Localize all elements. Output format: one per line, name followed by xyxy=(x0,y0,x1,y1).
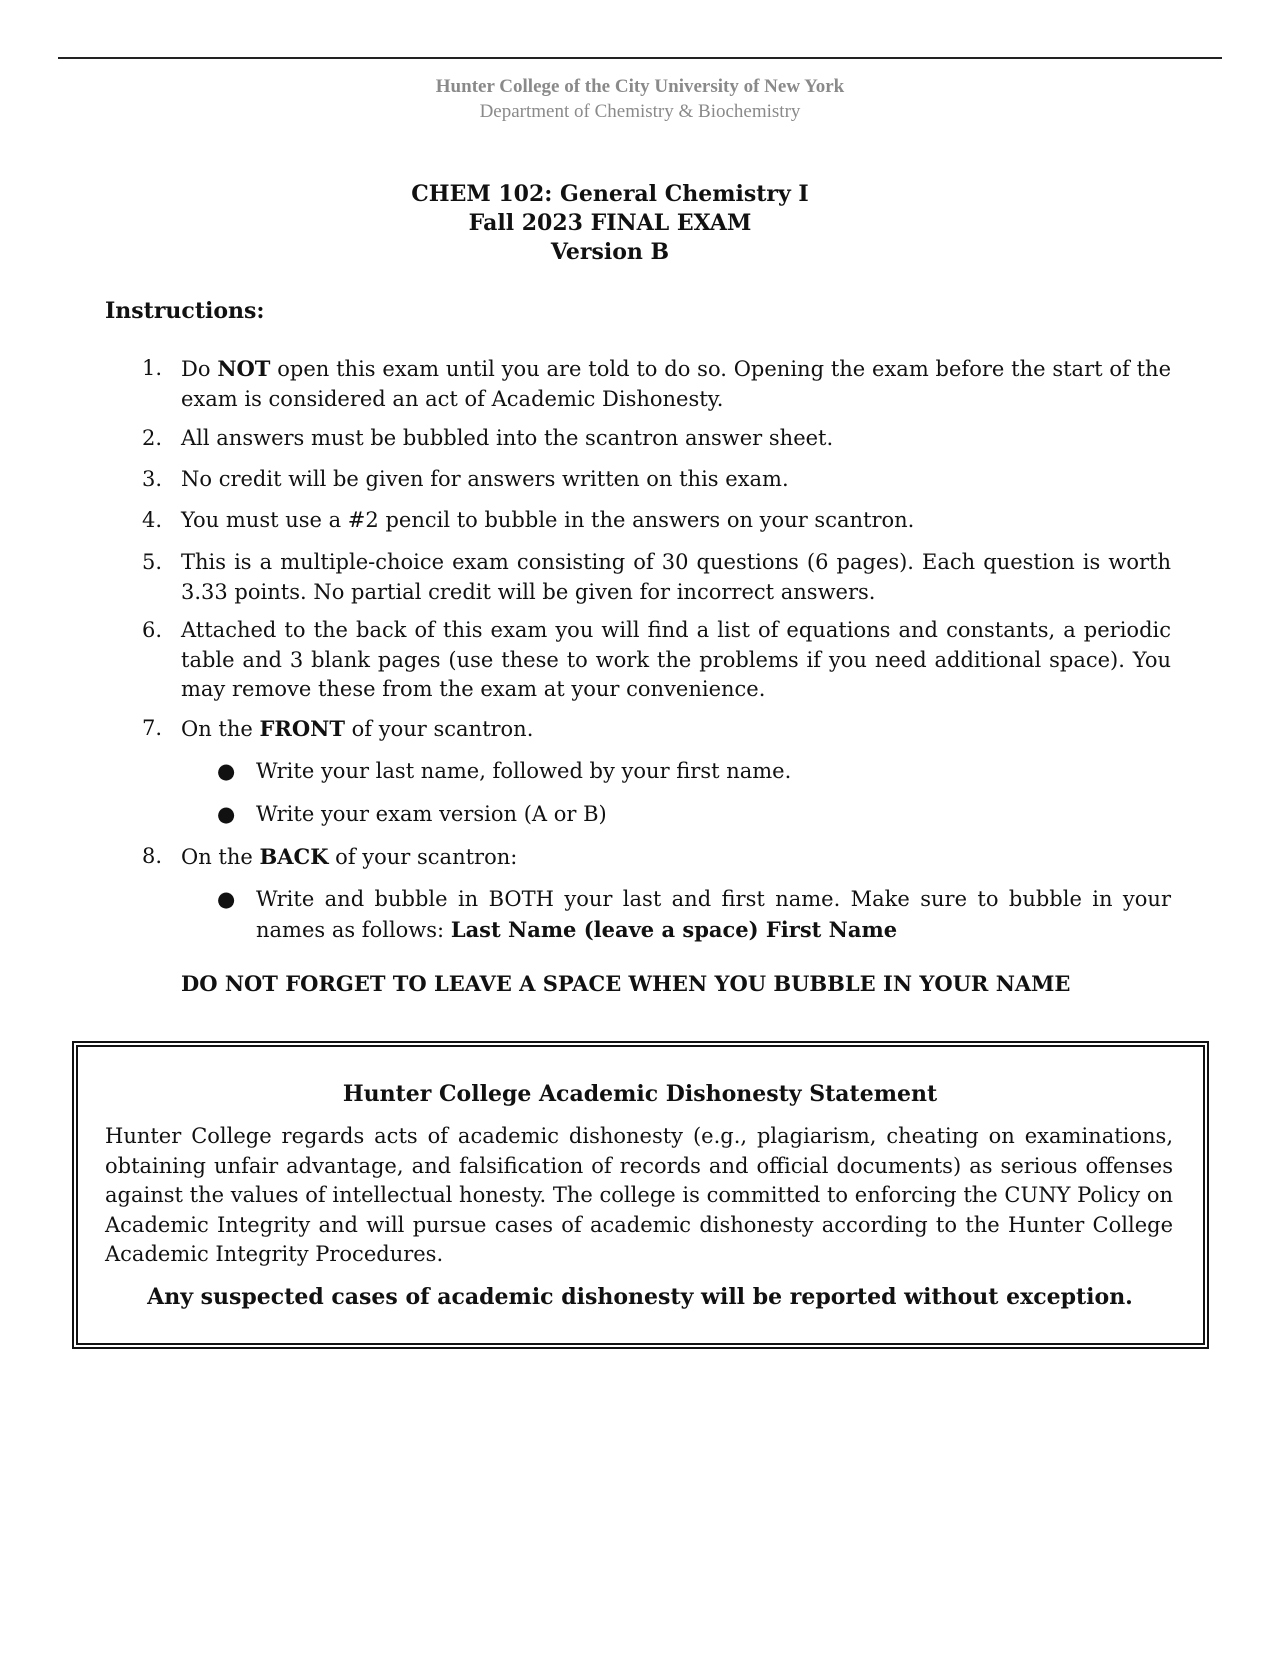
bullet-icon: ● xyxy=(217,759,236,783)
bullet-icon: ● xyxy=(217,887,236,911)
bullet-icon: ● xyxy=(217,802,236,826)
space-warning: DO NOT FORGET TO LEAVE A SPACE WHEN YOU BUBBLE IN YOUR NAME xyxy=(181,971,1071,996)
item-number: 2. xyxy=(142,426,163,450)
item-text: No credit will be given for answers written on this exam. xyxy=(181,467,789,491)
item-number: 1. xyxy=(142,356,163,380)
item-text: On the BACK of your scantron: xyxy=(181,844,518,869)
bullet-text: Write your exam version (A or B) xyxy=(256,802,607,826)
statement-title: Hunter College Academic Dishonesty Statement xyxy=(342,1081,938,1107)
item-text: This is a multiple-choice exam consisting of 30 questions (6 pages). Each question is worth 3.33 points. No partial credit will be given for incorrect answers. xyxy=(181,550,1171,604)
item-text: Attached to the back of this exam you will find a list of equations and constants, a periodic table and 3 blank pages (use these to work the problems if you need additional space). You may remove these from the exam at your convenience. xyxy=(181,618,1171,701)
exam-version: Version B xyxy=(550,239,670,265)
statement-warning: Any suspected cases of academic dishonesty will be reported without exception. xyxy=(147,1284,1133,1310)
item-number: 3. xyxy=(142,467,163,491)
statement-body: Hunter College regards acts of academic dishonesty (e.g., plagiarism, cheating on examinations, obtaining unfair advantage, and falsification of records and official documents) as serious offenses against the values of intellectual honesty. The college is committed to enforcing the CUNY Policy on Academic Integrity and will pursue cases of academic dishonesty according to the Hunter College Academic Integrity Procedures. xyxy=(105,1124,1173,1266)
item-number: 8. xyxy=(142,844,163,868)
item-number: 6. xyxy=(142,618,163,642)
item-number: 5. xyxy=(142,550,163,574)
item-text: On the FRONT of your scantron. xyxy=(181,716,534,741)
bullet-text: Write and bubble in BOTH your last and first name. Make sure to bubble in your names as follows: Last Name (leave a space) First Name xyxy=(256,887,1171,942)
item-number: 7. xyxy=(142,716,163,740)
institution-name: Hunter College of the City University of New York xyxy=(435,76,845,97)
exam-title-block xyxy=(0,180,1220,267)
exam-term: Fall 2023 FINAL EXAM xyxy=(468,210,752,236)
header-rule xyxy=(58,57,1222,59)
department-name: Department of Chemistry & Biochemistry xyxy=(479,101,801,122)
item-text: You must use a #2 pencil to bubble in the answers on your scantron. xyxy=(181,508,915,532)
bullet-text: Write your last name, followed by your first name. xyxy=(256,759,792,783)
instructions-heading: Instructions: xyxy=(105,298,265,324)
item-text: Do NOT open this exam until you are told to do so. Opening the exam before the start of the exam is considered an act of Academic Dishonesty. xyxy=(181,356,1171,411)
item-number: 4. xyxy=(142,508,163,532)
course-title: CHEM 102: General Chemistry I xyxy=(411,181,809,207)
item-text: All answers must be bubbled into the scantron answer sheet. xyxy=(181,426,834,450)
